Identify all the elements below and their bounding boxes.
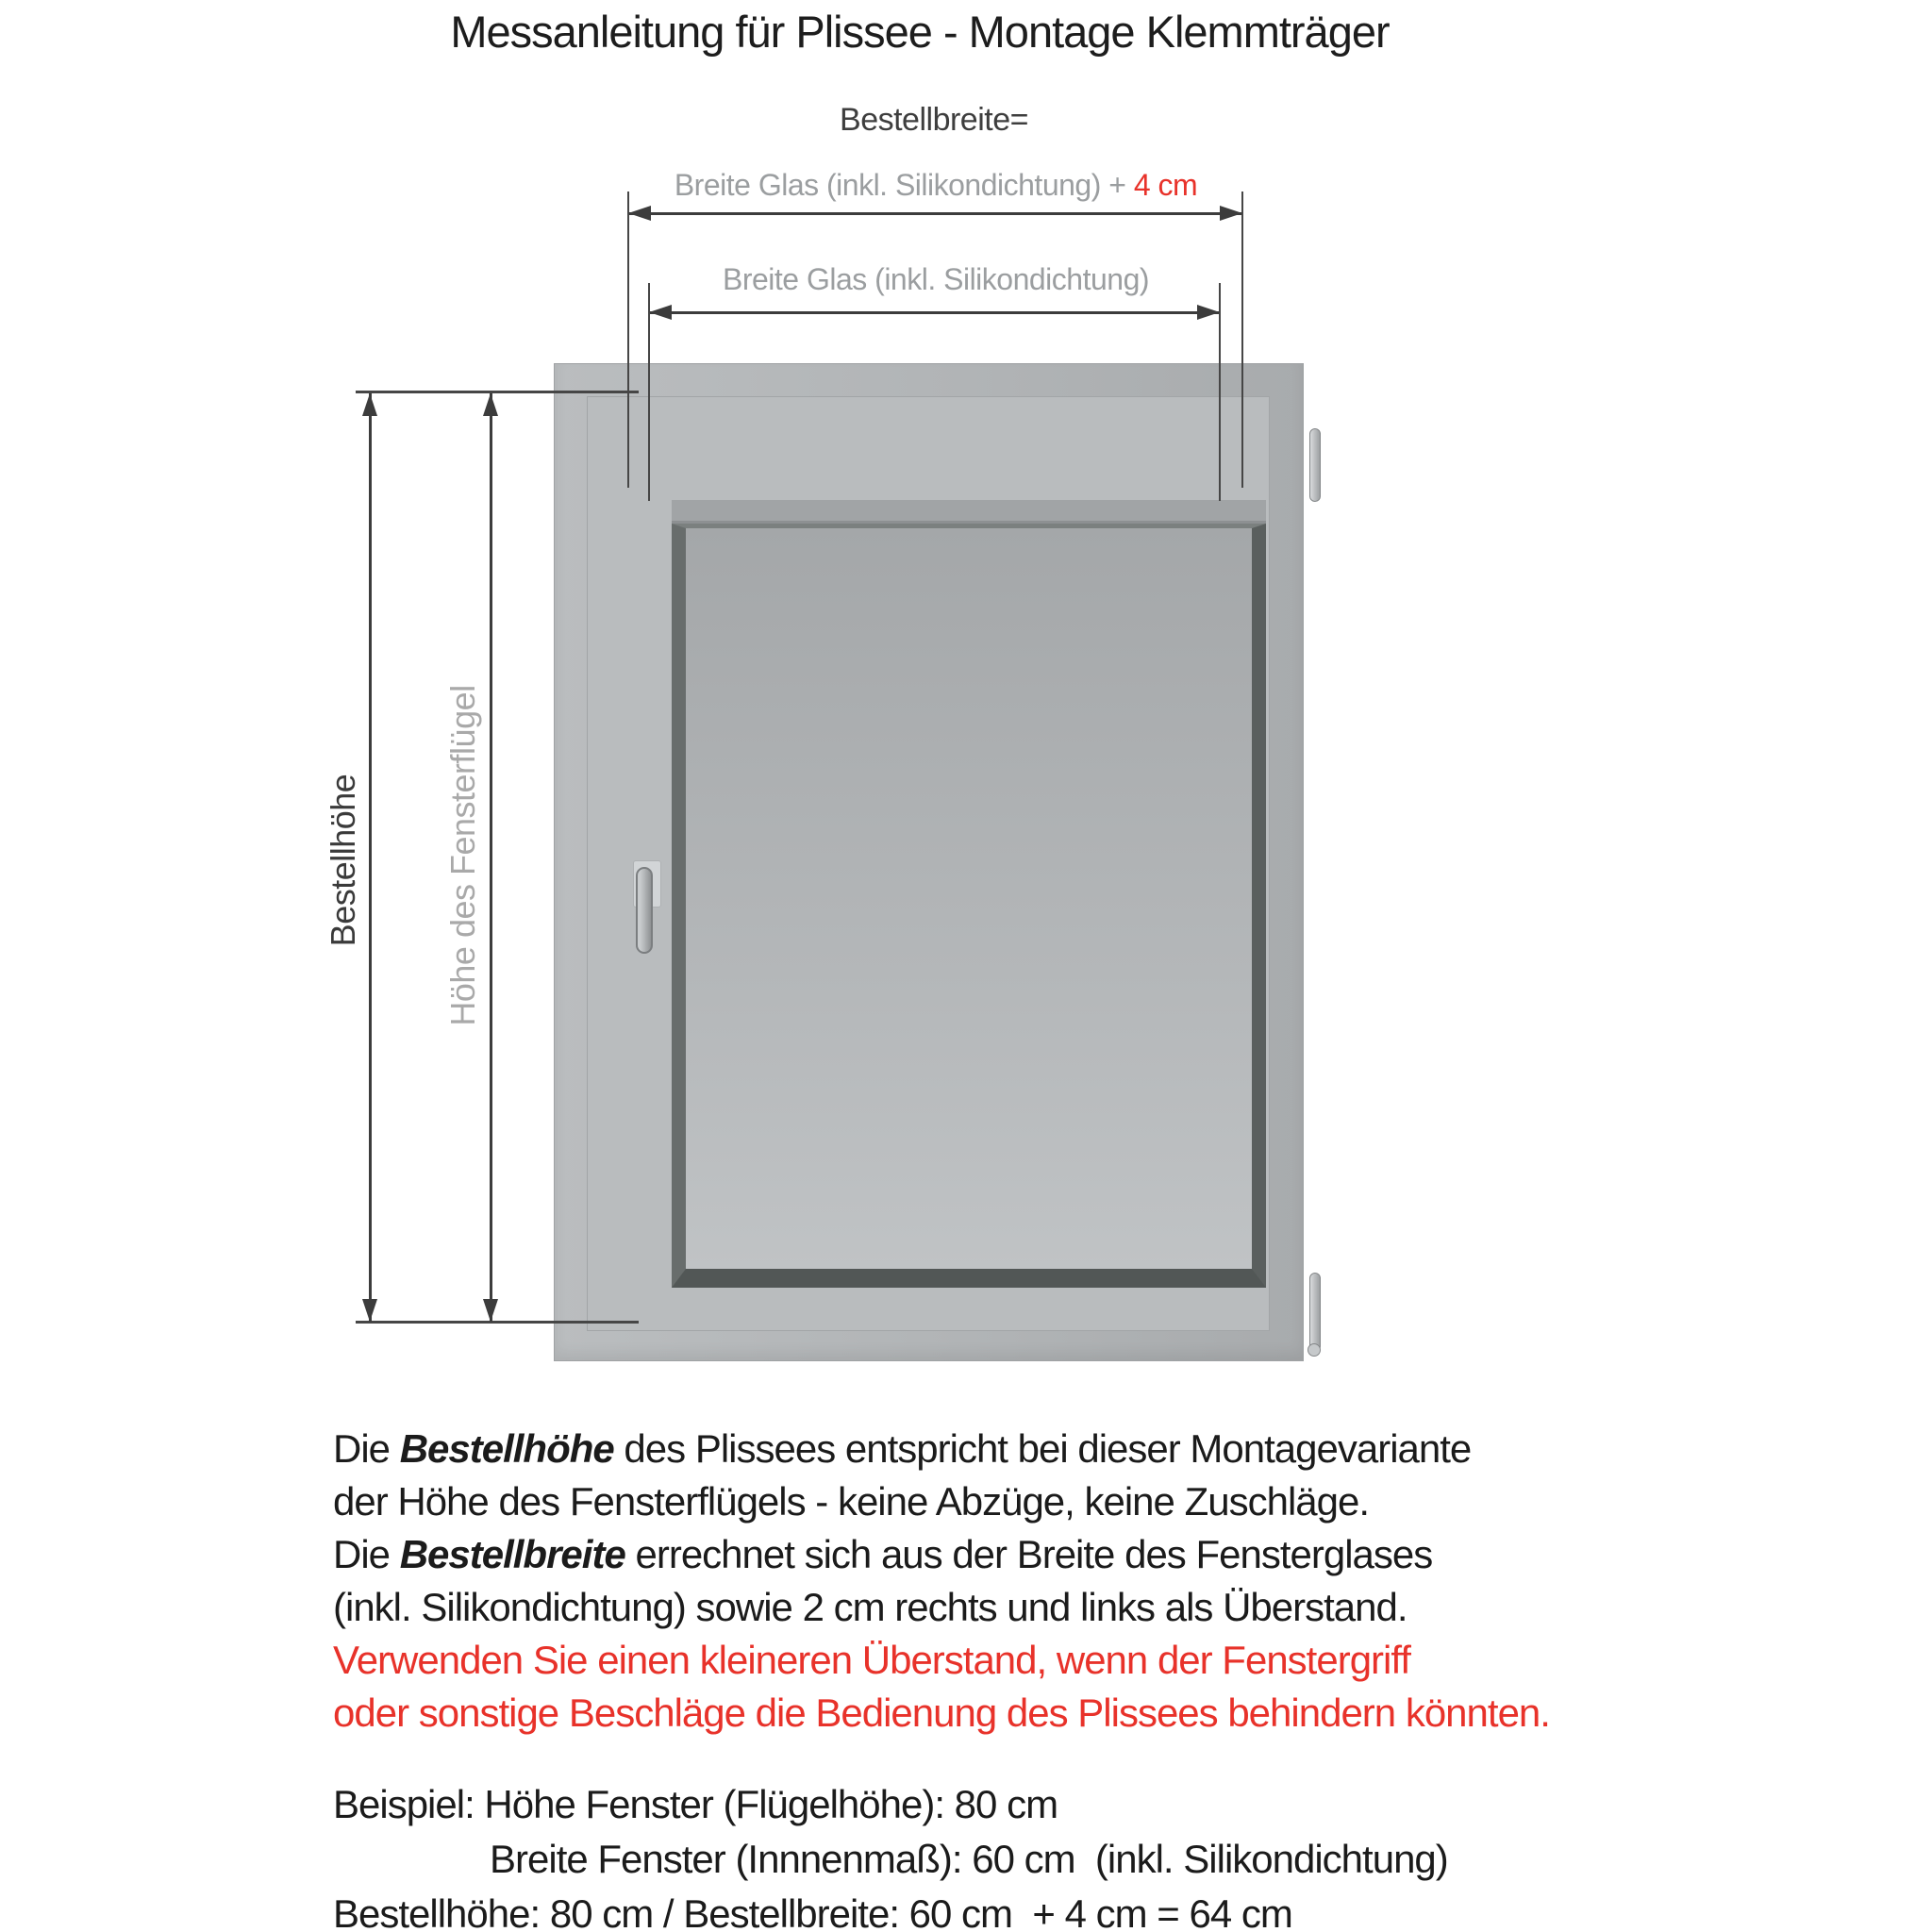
arrowhead-left-icon (649, 305, 672, 320)
arrowhead-up-icon (483, 393, 498, 416)
example-line-1: Beispiel: Höhe Fenster (Flügelhöhe): 80 cm (333, 1782, 1058, 1826)
info-line-3-pre: Die (333, 1532, 400, 1576)
extension-line-outer-right (1241, 192, 1243, 488)
info-line-4-post: (inkl. Silikondichtung) sowie 2 cm rechts und links als Überstand. (333, 1585, 1407, 1629)
info-line-4 (333, 1581, 1701, 1634)
info-line-2-post: der Höhe des Fensterflügels - keine Abzüge, keine Zuschläge. (333, 1479, 1370, 1524)
dim-line-breite-glas (649, 311, 1220, 314)
dim-label-bestellhoehe: Bestellhöhe (324, 774, 362, 947)
arrowhead-right-icon (1197, 305, 1220, 320)
arrowhead-up-icon (362, 393, 377, 416)
hinge-cap (1307, 1343, 1321, 1357)
arrowhead-down-icon (483, 1299, 498, 1322)
dim-line-bestellhoehe (369, 393, 372, 1322)
plissee-top-rail (672, 500, 1266, 524)
example-line-3: Bestellhöhe: 80 cm / Bestellbreite: 60 cm + 4 cm = 64 cm (333, 1891, 1292, 1932)
dim-label-4cm-red: 4 cm (1133, 168, 1198, 202)
info-line-1-pre: Die (333, 1426, 400, 1471)
dim-label-breite-glas: Breite Glas (inkl. Silikondichtung) (722, 262, 1150, 296)
page-title: Messanleitung für Plissee - Montage Klemmträger (450, 7, 1390, 57)
info-line-3-em: Bestellbreite (399, 1532, 625, 1576)
warning-line-1: Verwenden Sie einen kleineren Überstand, wenn der Fenstergriff (333, 1638, 1410, 1682)
info-line-1 (333, 1423, 1701, 1475)
dim-line-fluegelhoehe (490, 393, 492, 1322)
info-line-1-em: Bestellhöhe (399, 1426, 614, 1471)
warning-line-2: oder sonstige Beschläge die Bedienung des Plissees behindern könnten. (333, 1690, 1550, 1735)
dim-label-bestellbreite: Bestellbreite= (840, 102, 1028, 138)
info-line-3 (333, 1528, 1701, 1581)
info-line-3-post: errechnet sich aus der Breite des Fensterglases (625, 1532, 1433, 1576)
dim-label-hoehe-fensterfluegel: Höhe des Fensterflügel (443, 685, 482, 1026)
info-text (333, 1423, 1701, 1740)
example-text (333, 1777, 1701, 1932)
dim-line-bestellbreite (628, 212, 1242, 215)
dim-label-breite-glas-plus-prefix: Breite Glas (inkl. Silikondichtung) + (674, 168, 1134, 202)
arrowhead-left-icon (628, 206, 651, 221)
info-line-1-post: des Plissees entspricht bei dieser Montagevariante (613, 1426, 1472, 1471)
glass-recess (672, 500, 1266, 1288)
window-handle (636, 867, 653, 954)
window-sash (587, 396, 1270, 1331)
arrowhead-down-icon (362, 1299, 377, 1322)
hinge-top (1309, 428, 1321, 502)
info-line-2 (333, 1475, 1701, 1528)
window-illustration (554, 363, 1304, 1361)
dim-label-breite-glas-plus-4cm (558, 168, 1313, 203)
hinge-bottom (1309, 1273, 1321, 1352)
arrowhead-right-icon (1220, 206, 1242, 221)
extension-line-outer-left (627, 192, 629, 488)
window-glass (672, 524, 1266, 1288)
example-line-2: Breite Fenster (Innnenmaß): 60 cm (inkl. Silikondichtung) (490, 1837, 1448, 1881)
